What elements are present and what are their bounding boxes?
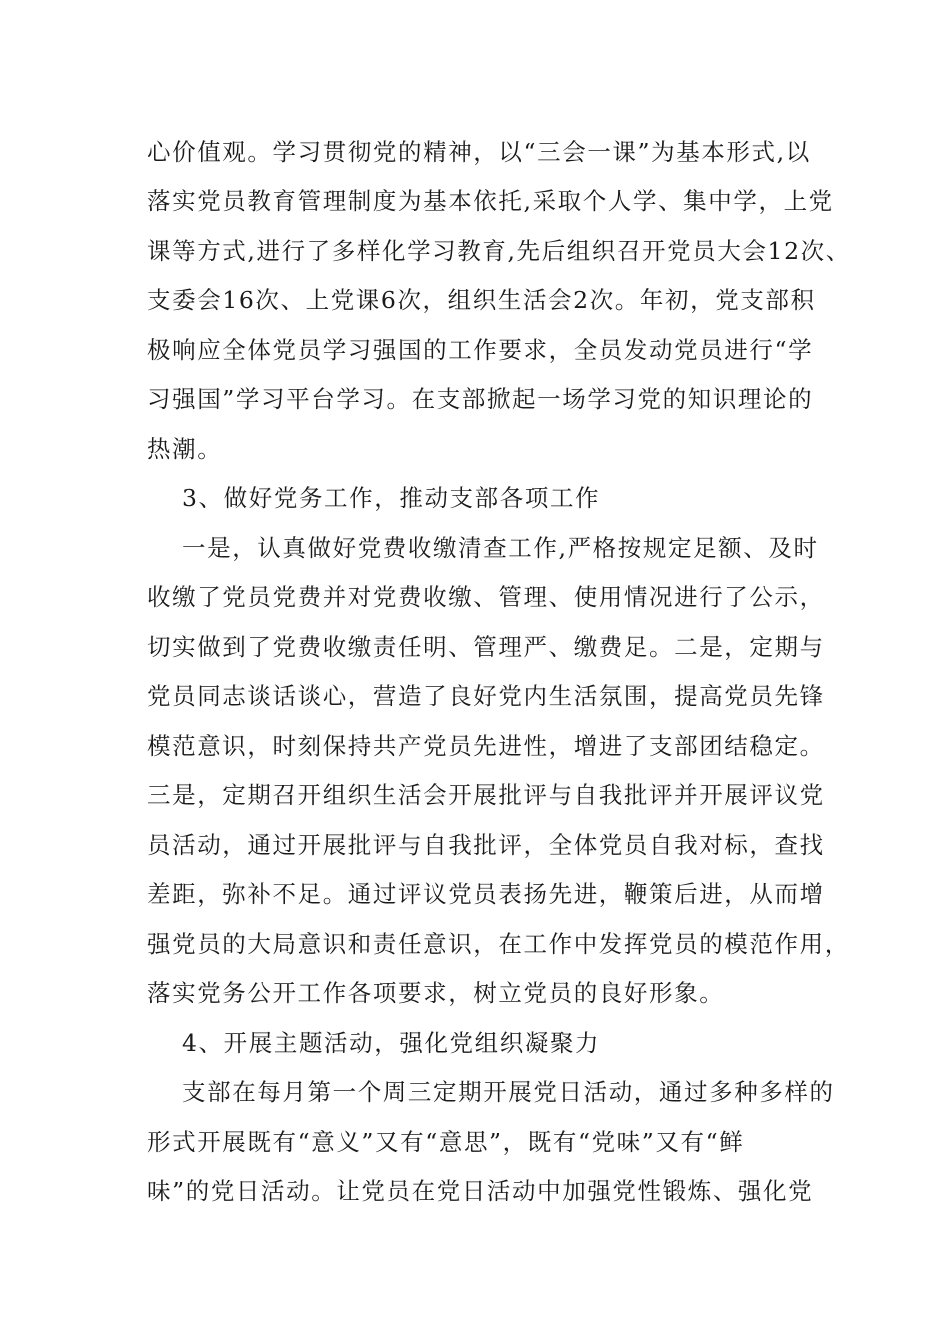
text-line: 强党员的大局意识和责任意识，在工作中发挥党员的模范作用，	[147, 930, 850, 958]
text-line: 落实党员教育管理制度为基本依托,采取个人学、集中学，上党	[147, 187, 834, 215]
text-line: 一是，认真做好党费收缴清查工作,严格按规定足额、及时	[182, 534, 819, 562]
text-line: 味”的党日活动。让党员在党日活动中加强党性锻炼、强化党	[147, 1177, 814, 1205]
text-line: 支委会16次、上党课6次，组织生活会2次。年初，党支部积	[147, 286, 816, 314]
text-line: 心价值观。学习贯彻党的精神，以“三会一课”为基本形式,以	[147, 138, 811, 166]
text-line: 热潮。	[147, 435, 223, 463]
text-line: 党员同志谈话谈心，营造了良好党内生活氛围，提高党员先锋	[147, 682, 825, 710]
text-line: 模范意识，时刻保持共产党员先进性，增进了支部团结稳定。	[147, 732, 825, 760]
text-line: 收缴了党员党费并对党费收缴、管理、使用情况进行了公示，	[147, 583, 825, 611]
section-heading: 4、开展主题活动，强化党组织凝聚力	[182, 1029, 601, 1057]
text-line: 支部在每月第一个周三定期开展党日活动，通过多种多样的	[182, 1078, 835, 1106]
section-heading: 3、做好党务工作，推动支部各项工作	[182, 484, 601, 512]
text-line: 习强国”学习平台学习。在支部掀起一场学习党的知识理论的	[147, 385, 814, 413]
text-line: 课等方式,进行了多样化学习教育,先后组织召开党员大会12次、	[147, 237, 851, 265]
text-line: 切实做到了党费收缴责任明、管理严、缴费足。二是，定期与	[147, 633, 825, 661]
text-line: 员活动，通过开展批评与自我批评，全体党员自我对标，查找	[147, 831, 825, 859]
text-line: 形式开展既有“意义”又有“意思”，既有“党味”又有“鲜	[147, 1128, 745, 1156]
text-line: 差距，弥补不足。通过评议党员表扬先进，鞭策后进，从而增	[147, 880, 825, 908]
text-line: 三是，定期召开组织生活会开展批评与自我批评并开展评议党	[147, 781, 825, 809]
text-line: 落实党务公开工作各项要求，树立党员的良好形象。	[147, 979, 725, 1007]
text-line: 极响应全体党员学习强国的工作要求，全员发动党员进行“学	[147, 336, 814, 364]
